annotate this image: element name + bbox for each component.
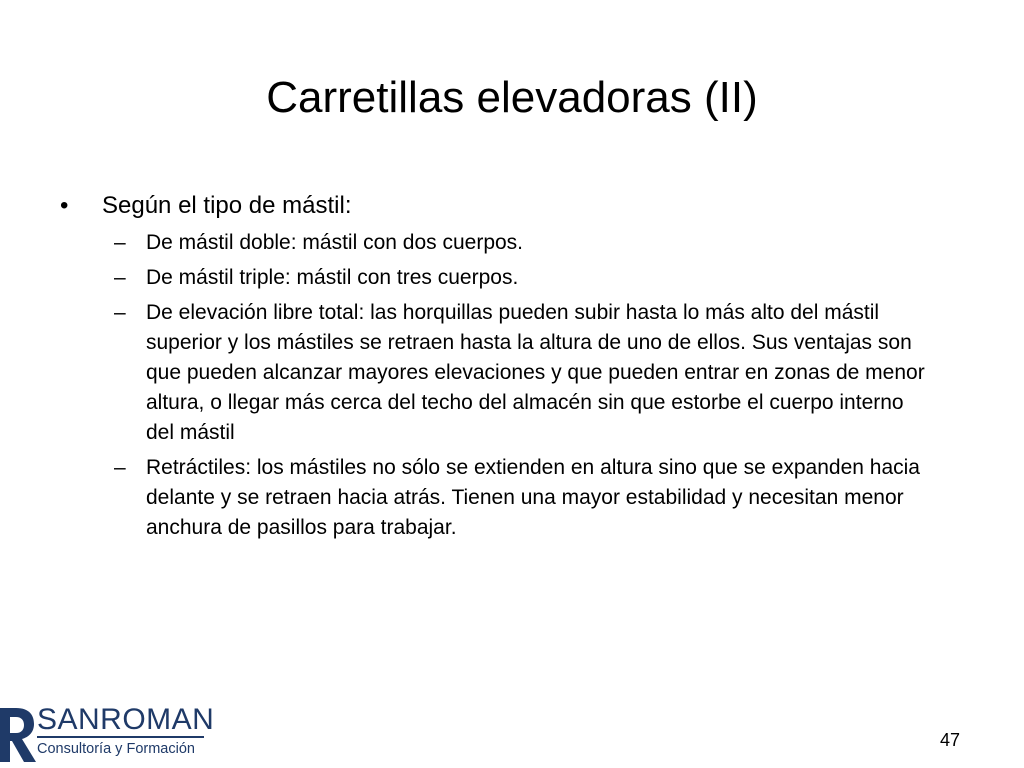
bullet-marker: • <box>60 192 69 219</box>
bullet-item <box>60 188 960 224</box>
sub-bullet-marker: – <box>114 231 126 254</box>
sub-bullet-item <box>114 263 936 293</box>
sub-bullet-text: De mástil doble: mástil con dos cuerpos. <box>146 231 524 254</box>
slide-content <box>60 188 960 548</box>
sub-bullet-marker: – <box>114 266 126 289</box>
sub-bullet-item <box>114 453 936 543</box>
sub-bullet-list <box>60 228 960 543</box>
sub-bullet-item <box>114 298 936 448</box>
sub-bullet-text: Retráctiles: los mástiles no sólo se extienden en altura sino que se expanden hacia delante y se retraen hacia atrás. Tienen una mayor estabilidad y necesitan menor anchura de pasillos para trabajar. <box>146 456 920 539</box>
logo-tagline: Consultoría y Formación <box>37 741 195 757</box>
sub-bullet-text: De mástil triple: mástil con tres cuerpos. <box>146 266 519 289</box>
slide-title: Carretillas elevadoras (II) <box>266 73 758 122</box>
bullet-text: Según el tipo de mástil: <box>102 192 352 219</box>
sub-bullet-marker: – <box>114 301 126 324</box>
sub-bullet-item <box>114 228 936 258</box>
company-logo <box>0 700 215 768</box>
sub-bullet-text: De elevación libre total: las horquillas pueden subir hasta lo más alto del mástil superior y los mástiles se retraen hasta la altura de uno de ellos. Sus ventajas son que pueden alcanzar mayores elevaciones y que pueden entrar en zonas de menor altura, o llegar más cerca del techo del almacén sin que estorbe el cuerpo interno del mástil <box>146 301 925 444</box>
logo-r-mark-icon <box>0 706 36 764</box>
logo-brand-text: SANROMAN <box>37 703 215 736</box>
sub-bullet-marker: – <box>114 456 126 479</box>
page-number: 47 <box>939 730 960 750</box>
logo-divider <box>37 736 204 738</box>
